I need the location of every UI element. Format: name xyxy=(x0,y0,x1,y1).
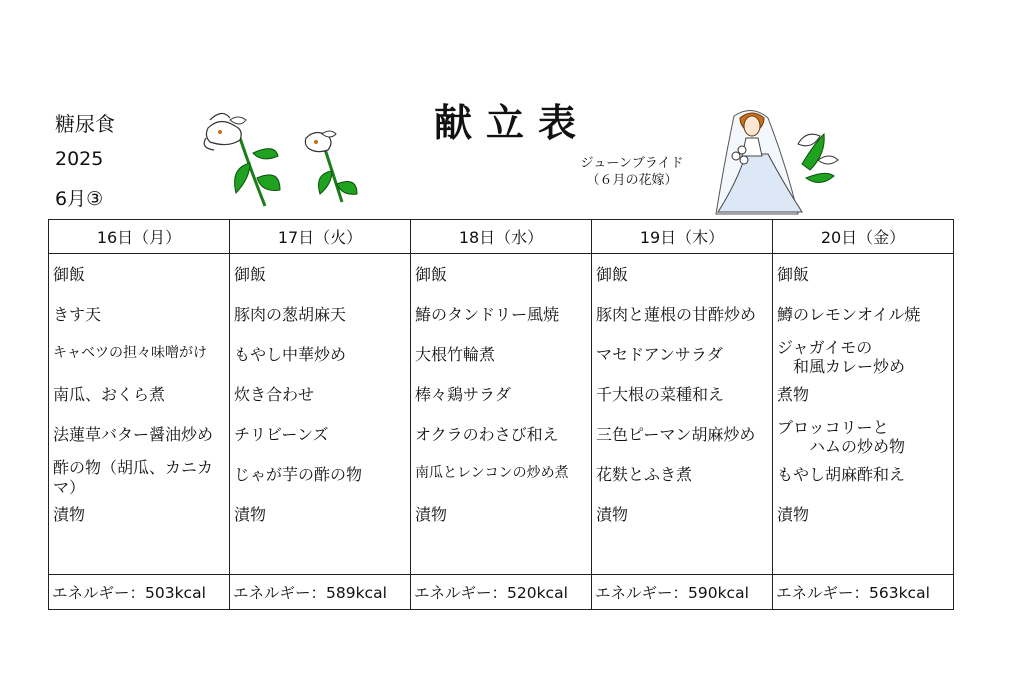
dishes-row xyxy=(49,254,954,575)
week-label: 6月③ xyxy=(55,188,104,210)
day-header: 17日（火） xyxy=(230,220,411,254)
dish: マセドアンサラダ xyxy=(596,345,723,364)
day-header: 19日（木） xyxy=(592,220,773,254)
day-column-fri xyxy=(773,254,954,575)
dish: 御飯 xyxy=(777,265,810,284)
dish: 漬物 xyxy=(596,505,629,524)
year: 2025 xyxy=(55,148,104,170)
dish: 豚肉と蓮根の甘酢炒め xyxy=(596,305,757,324)
dish: 漬物 xyxy=(777,505,810,524)
dish: 漬物 xyxy=(234,505,267,524)
dish: 御飯 xyxy=(53,265,86,284)
energy-value: エネルギー：563kcal xyxy=(773,575,954,610)
dish: オクラのわさび和え xyxy=(415,425,559,444)
dish: 御飯 xyxy=(415,265,448,284)
day-header: 16日（月） xyxy=(49,220,230,254)
dish: 漬物 xyxy=(53,505,86,524)
dish: 南瓜、おくら煮 xyxy=(53,385,166,404)
energy-value: エネルギー：590kcal xyxy=(592,575,773,610)
day-header-row xyxy=(49,220,954,254)
day-header: 18日（水） xyxy=(411,220,592,254)
dish: 千大根の菜種和え xyxy=(596,385,725,404)
caption-line-2: （６月の花嫁） xyxy=(586,173,678,188)
energy-value: エネルギー：503kcal xyxy=(49,575,230,610)
menu-table xyxy=(48,219,954,610)
dish: 炊き合わせ xyxy=(234,385,315,404)
dish: 豚肉の葱胡麻天 xyxy=(234,305,347,324)
dish: もやし中華炒め xyxy=(234,345,347,364)
dish: 棒々鶏サラダ xyxy=(415,385,511,404)
dish: 漬物 xyxy=(415,505,448,524)
dish: ブロッコリーと ハムの炒め物 xyxy=(777,418,906,456)
dish: 御飯 xyxy=(234,265,267,284)
day-column-mon xyxy=(49,254,230,575)
page-title: 献立表 xyxy=(433,101,590,145)
energy-value: エネルギー：589kcal xyxy=(230,575,411,610)
dish: チリビーンズ xyxy=(234,425,329,444)
dish: きす天 xyxy=(53,305,102,324)
day-column-wed xyxy=(411,254,592,575)
dish: 鱒のレモンオイル焼 xyxy=(777,305,921,324)
dish: 三色ピーマン胡麻炒め xyxy=(596,425,756,444)
dish: キャベツの担々味噌がけ xyxy=(53,345,207,361)
diet-type: 糖尿食 xyxy=(55,112,115,136)
lily-illustration xyxy=(200,108,290,208)
dish: 御飯 xyxy=(596,265,629,284)
day-header: 20日（金） xyxy=(773,220,954,254)
energy-value: エネルギー：520kcal xyxy=(411,575,592,610)
dish: 鰆のタンドリー風焼 xyxy=(415,305,560,324)
day-column-thu xyxy=(592,254,773,575)
dish: 南瓜とレンコンの炒め煮 xyxy=(415,465,569,481)
illustration-caption xyxy=(552,155,712,189)
lily-illustration-small xyxy=(302,126,364,204)
caption-line-1: ジューンブライド xyxy=(580,156,684,171)
dish: もやし胡麻酢和え xyxy=(777,465,906,484)
dish: 酢の物（胡瓜、カニカマ） xyxy=(53,458,214,497)
dish: ジャガイモの 和風カレー炒め xyxy=(777,338,906,376)
dish: 法蓮草バター醤油炒め xyxy=(53,425,214,444)
bride-illustration xyxy=(706,104,842,218)
dish: 煮物 xyxy=(777,385,810,404)
energy-row xyxy=(49,575,954,610)
dish: 大根竹輪煮 xyxy=(415,345,496,364)
dish: 花麩とふき煮 xyxy=(596,465,693,484)
dish: じゃが芋の酢の物 xyxy=(234,465,363,484)
day-column-tue xyxy=(230,254,411,575)
